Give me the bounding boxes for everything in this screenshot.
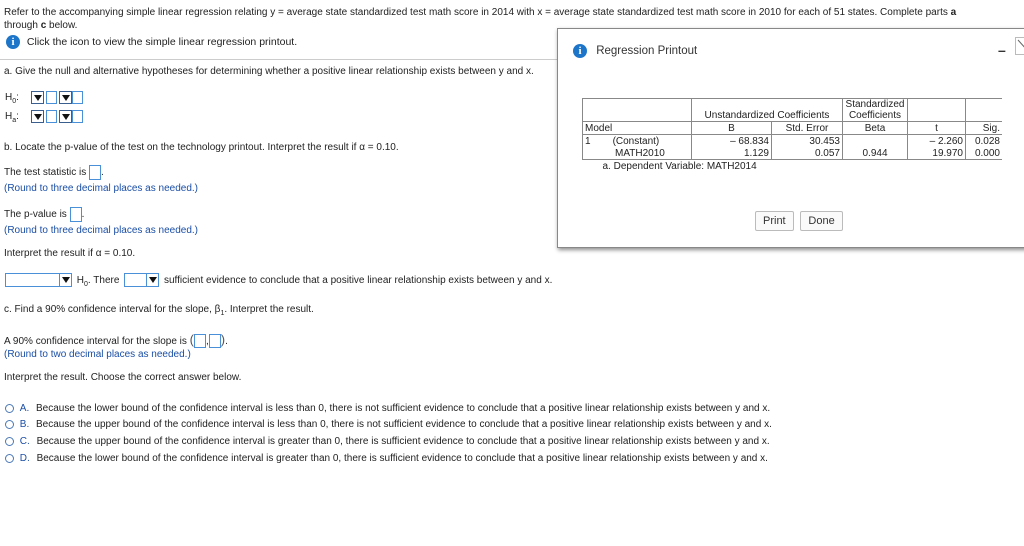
info-icon: i xyxy=(573,44,587,58)
pvalue-input[interactable] xyxy=(70,207,82,222)
test-statistic-input[interactable] xyxy=(89,165,101,180)
close-button[interactable] xyxy=(1015,37,1024,55)
option-d[interactable]: D. Because the lower bound of the confidence interval is greater than 0, there is sufficient evidence to conclude that a positive linear relationship exists between y and x. xyxy=(5,453,768,464)
col-b: B xyxy=(692,122,772,135)
done-button[interactable]: Done xyxy=(800,211,842,231)
option-b[interactable]: B. Because the upper bound of the confidence interval is less than 0, there is not sufficient evidence to conclude that a positive linear relationship exists between y and x. xyxy=(5,419,772,430)
ha-parameter-dropdown[interactable] xyxy=(31,110,44,123)
part-c-interpret-label: Interpret the result. Choose the correct answer below. xyxy=(4,372,242,383)
intro-line-2: through c below. xyxy=(4,20,78,31)
ci-hint: (Round to two decimal places as needed.) xyxy=(4,349,191,360)
info-link[interactable] xyxy=(6,35,297,49)
option-d-radio[interactable] xyxy=(5,454,14,463)
table-row: MATH2010 1.129 0.057 0.944 19.970 0.000 xyxy=(583,147,1003,160)
table-footnote: a. Dependent Variable: MATH2014 xyxy=(602,160,757,172)
ci-lower-input[interactable] xyxy=(194,334,206,348)
regression-table xyxy=(582,98,1002,172)
col-t: t xyxy=(908,122,966,135)
ci-upper-input[interactable] xyxy=(209,334,221,348)
part-b-interpret-row: $H_0$. There sufficient evidence to conclude that a positive linear relationship exists between y and x. xyxy=(5,273,552,288)
ha-operator-input[interactable] xyxy=(46,110,57,123)
ci-row: A 90% confidence interval for the slope is ( , ). xyxy=(4,332,228,347)
h0-operator-dropdown[interactable] xyxy=(59,91,72,104)
option-c[interactable]: C. Because the upper bound of the confidence interval is greater than 0, there is sufficient evidence to conclude that a positive linear relationship exists between y and x. xyxy=(5,436,770,447)
intro-line-1: Refer to the accompanying simple linear regression relating y = average state standardized test math score in 2014 with x = average state standardized test math score in 2010 for each of 51 states. Complete parts a xyxy=(4,7,957,18)
ha-operator-dropdown[interactable] xyxy=(59,110,72,123)
header-unstandardized: Unstandardized Coefficients xyxy=(692,99,843,122)
h0-label: $H_0$: xyxy=(5,92,19,106)
option-c-radio[interactable] xyxy=(5,437,14,446)
option-b-radio[interactable] xyxy=(5,420,14,429)
option-a-radio[interactable] xyxy=(5,404,14,413)
header-standardized: Standardized Coefficients xyxy=(843,99,908,122)
info-link-label[interactable]: Click the icon to view the simple linear regression printout. xyxy=(26,36,298,48)
option-a[interactable]: A. Because the lower bound of the confidence interval is less than 0, there is not sufficient evidence to conclude that a positive linear relationship exists between y and x. xyxy=(5,403,770,414)
part-a-question: a. Give the null and alternative hypotheses for determining whether a positive linear relationship exists between y and x. xyxy=(4,66,534,77)
dialog-title: i Regression Printout xyxy=(573,44,697,58)
col-std-error: Std. Error xyxy=(772,122,843,135)
ha-row xyxy=(5,110,83,124)
test-statistic-row: The test statistic is . xyxy=(4,165,104,180)
test-statistic-hint: (Round to three decimal places as needed.) xyxy=(4,183,199,194)
part-b-interpret-label: Interpret the result if α = 0.10. xyxy=(4,248,136,259)
evidence-dropdown[interactable] xyxy=(124,273,159,287)
minimize-button[interactable]: – xyxy=(998,42,1006,58)
h0-operator-input[interactable] xyxy=(46,91,57,104)
h0-parameter-dropdown[interactable] xyxy=(31,91,44,104)
dialog-buttons xyxy=(755,211,843,231)
pvalue-row: The p-value is . xyxy=(4,207,84,222)
decision-dropdown[interactable] xyxy=(5,273,72,287)
col-sig: Sig. xyxy=(966,122,1003,135)
ha-value-input[interactable] xyxy=(72,110,83,123)
table-row: 1 (Constant) – 68.834 30.453 – 2.260 0.028 xyxy=(583,135,1003,148)
divider xyxy=(0,59,557,60)
col-model: Model xyxy=(583,122,692,135)
col-beta: Beta xyxy=(843,122,908,135)
h0-row xyxy=(5,91,83,105)
part-b-question: b. Locate the p-value of the test on the technology printout. Interpret the result if α = 0.10. xyxy=(4,142,399,153)
part-c-question: c. Find a 90% confidence interval for the slope, $\beta_1$. Interpret the result. xyxy=(4,304,314,317)
info-icon[interactable]: i xyxy=(6,35,20,49)
pvalue-hint: (Round to three decimal places as needed.) xyxy=(4,225,199,236)
h0-value-input[interactable] xyxy=(72,91,83,104)
print-button[interactable]: Print xyxy=(755,211,794,231)
close-icon[interactable] xyxy=(1017,38,1024,54)
regression-printout-dialog xyxy=(557,28,1024,248)
ha-label: $H_a$: xyxy=(5,111,19,125)
